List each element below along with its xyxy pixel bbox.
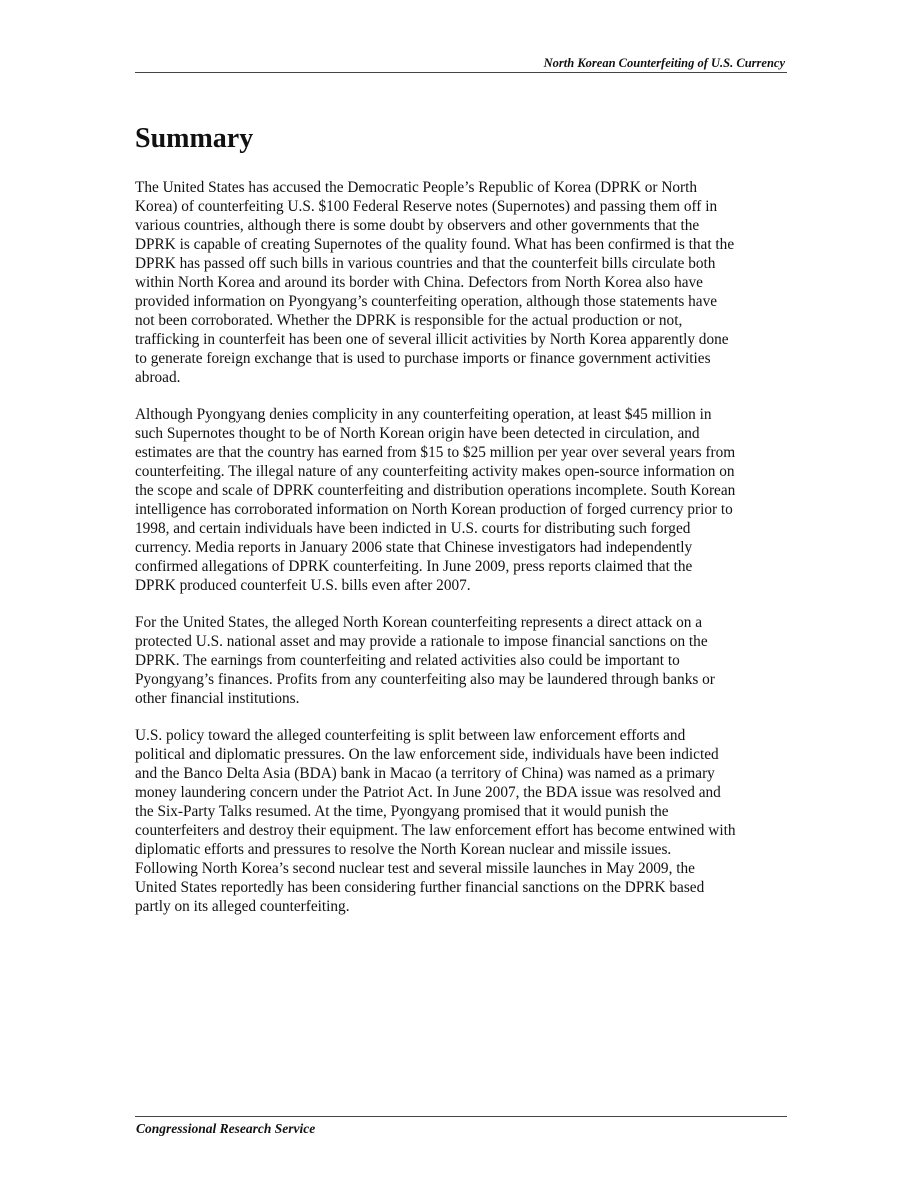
- text-line: DPRK. The earnings from counterfeiting and related activities also could be important to: [135, 652, 680, 669]
- text-line: U.S. policy toward the alleged counterfeiting is split between law enforcement efforts and: [135, 727, 686, 744]
- text-line: within North Korea and around its border with China. Defectors from North Korea also have: [135, 274, 703, 291]
- paragraph-3: [135, 613, 795, 708]
- text-line: provided information on Pyongyang’s counterfeiting operation, although those statements have: [135, 293, 718, 310]
- text-line: protected U.S. national asset and may provide a rationale to impose financial sanctions on the: [135, 633, 708, 650]
- text-line: counterfeiters and destroy their equipment. The law enforcement effort has become entwined with: [135, 822, 736, 839]
- text-line: political and diplomatic pressures. On the law enforcement side, individuals have been indicted: [135, 746, 719, 763]
- text-line: The United States has accused the Democratic People’s Republic of Korea (DPRK or North: [135, 179, 698, 196]
- paragraph-4: [135, 726, 795, 916]
- text-line: Pyongyang’s finances. Profits from any counterfeiting also may be laundered through banks or: [135, 671, 715, 688]
- text-line: For the United States, the alleged North Korean counterfeiting represents a direct attack on a: [135, 614, 703, 631]
- text-line: various countries, although there is some doubt by observers and other governments that the: [135, 217, 700, 234]
- text-line: other financial institutions.: [135, 690, 300, 707]
- text-line: abroad.: [135, 369, 181, 386]
- text-line: the scope and scale of DPRK counterfeiting and distribution operations incomplete. South Korean: [135, 482, 736, 499]
- text-line: not been corroborated. Whether the DPRK is responsible for the actual production or not,: [135, 312, 683, 329]
- text-line: Korea) of counterfeiting U.S. $100 Federal Reserve notes (Supernotes) and passing them off in: [135, 198, 718, 215]
- text-line: DPRK has passed off such bills in various countries and that the counterfeit bills circulate both: [135, 255, 716, 272]
- text-line: money laundering concern under the Patriot Act. In June 2007, the BDA issue was resolved and: [135, 784, 721, 801]
- text-line: counterfeiting. The illegal nature of any counterfeiting activity makes open-source information on: [135, 463, 735, 480]
- text-line: Following North Korea’s second nuclear test and several missile launches in May 2009, the: [135, 860, 695, 877]
- footer-organization: Congressional Research Service: [136, 1121, 316, 1136]
- text-line: DPRK is capable of creating Supernotes of the quality found. What has been confirmed is that the: [135, 236, 735, 253]
- text-line: 1998, and certain individuals have been indicted in U.S. courts for distributing such forged: [135, 520, 691, 537]
- text-line: confirmed allegations of DPRK counterfeiting. In June 2009, press reports claimed that the: [135, 558, 693, 575]
- text-line: diplomatic efforts and pressures to resolve the North Korean nuclear and missile issues.: [135, 841, 672, 858]
- text-line: and the Banco Delta Asia (BDA) bank in Macao (a territory of China) was named as a primary: [135, 765, 715, 782]
- text-line: DPRK produced counterfeit U.S. bills even after 2007.: [135, 577, 471, 594]
- paragraph-2: [135, 405, 795, 595]
- text-line: currency. Media reports in January 2006 state that Chinese investigators had independently: [135, 539, 693, 556]
- section-title: Summary: [135, 123, 254, 154]
- text-line: to generate foreign exchange that is used to purchase imports or finance government activities: [135, 350, 711, 367]
- running-header: [135, 56, 787, 73]
- text-line: United States reportedly has been considering further financial sanctions on the DPRK based: [135, 879, 705, 896]
- text-line: partly on its alleged counterfeiting.: [135, 898, 350, 915]
- text-line: such Supernotes thought to be of North Korean origin have been detected in circulation, and: [135, 425, 700, 442]
- summary-body: [135, 178, 795, 934]
- text-line: the Six-Party Talks resumed. At the time, Pyongyang promised that it would punish the: [135, 803, 669, 820]
- running-footer: [135, 1116, 787, 1136]
- text-line: trafficking in counterfeit has been one of several illicit activities by North Korea apparently done: [135, 331, 729, 348]
- running-header-title: North Korean Counterfeiting of U.S. Currency: [543, 56, 785, 70]
- text-line: estimates are that the country has earned from $15 to $25 million per year over several years from: [135, 444, 736, 461]
- text-line: intelligence has corroborated information on North Korean production of forged currency prior to: [135, 501, 733, 518]
- paragraph-1: [135, 178, 795, 387]
- text-line: Although Pyongyang denies complicity in any counterfeiting operation, at least $45 million in: [135, 406, 712, 423]
